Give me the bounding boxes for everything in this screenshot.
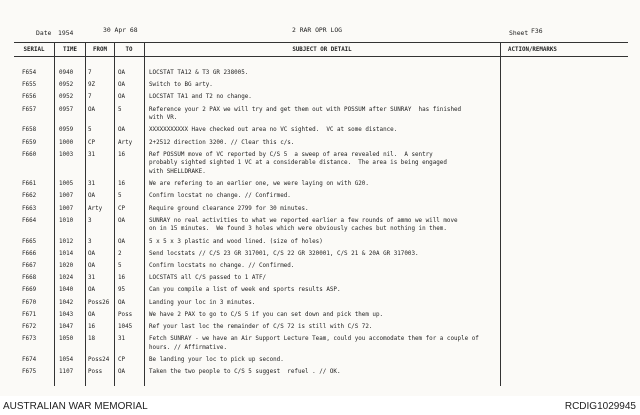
row-serial: F675 [22, 369, 37, 376]
row-subject-line: Taken the two people to C/S 5 suggest refuel . // OK. [149, 369, 341, 376]
row-serial: F667 [22, 263, 37, 269]
row-serial: F674 [22, 357, 37, 363]
row-subject-line: LOCSTATS all C/S passed to 1 ATF/ [149, 275, 267, 282]
row-subject-line: hours. // Affirmative. [149, 344, 228, 351]
row-from: Arty [88, 205, 103, 212]
row-from: OA [88, 193, 96, 200]
log-title: 2 RAR OPR LOG [292, 26, 343, 34]
row-subject-line: Can you compile a list of week end sports results ASP. [149, 287, 341, 294]
row-serial: F669 [22, 287, 37, 294]
row-subject-line: probably sighted sighted 1 VC at a considerable distance. The area is being engaged [149, 160, 447, 167]
row-serial: F670 [22, 299, 37, 306]
row-subject-line: Reference your 2 PAX we will try and get them out with POSSUM after SUNRAY has finished [149, 106, 462, 113]
row-time: 1042 [59, 299, 74, 306]
row-time: 1040 [59, 287, 74, 294]
row-from: 3 [88, 217, 92, 224]
row-time: 1007 [59, 193, 74, 200]
row-time: 1047 [59, 324, 74, 330]
row-from: 7 [88, 70, 92, 76]
row-to: Arty [118, 139, 133, 146]
row-time: 1024 [59, 275, 74, 282]
row-subject-line: on in 15 minutes. We found 3 holes which were obviously caches but nothing in them. [149, 226, 447, 233]
row-time: 1005 [59, 181, 74, 188]
sheet-value: F36 [531, 27, 543, 35]
row-subject-line: 2+2512 direction 3200. // Clear this c/s. [149, 139, 295, 146]
row-to: 5 [118, 193, 122, 200]
row-time: 1020 [59, 263, 74, 269]
row-time: 1000 [59, 139, 74, 146]
row-subject-line: Switch to BG arty. [149, 82, 213, 89]
row-from: Poss26 [88, 299, 110, 306]
row-from: Poss24 [88, 357, 110, 363]
row-subject-line: We have 2 PAX to go to C/S 5 if you can set down and pick them up. [149, 311, 384, 318]
row-serial: F662 [22, 193, 37, 200]
row-subject-line: Landing your loc in 3 minutes. [149, 299, 256, 306]
row-subject-line: Ref your last loc the remainder of C/S 72 is still with C/S 72. [149, 324, 373, 330]
row-to: 16 [118, 275, 126, 282]
row-from: 31 [88, 181, 96, 188]
row-serial: F673 [22, 336, 37, 343]
row-from: OA [88, 250, 96, 257]
row-subject-line: Confirm locstat no change. // Confirmed. [149, 193, 291, 200]
row-to: OA [118, 299, 126, 306]
row-to: 1045 [118, 324, 133, 330]
row-time: 1043 [59, 311, 74, 318]
sheet-label: Sheet [509, 29, 529, 37]
row-subject-line: Be landing your loc to pick up second. [149, 357, 284, 363]
col-header-from: FROM [93, 47, 107, 53]
row-serial: F656 [22, 94, 37, 101]
row-serial: F660 [22, 151, 37, 158]
row-subject-line: Ref POSSUM move of VC reported by C/S 5 a sweep of area revealed nil. A sentry [149, 151, 433, 158]
row-from: Poss [88, 369, 103, 376]
row-serial: F672 [22, 324, 37, 330]
row-time: 0952 [59, 82, 74, 89]
row-from: 9Z [88, 82, 96, 89]
row-from: OA [88, 287, 96, 294]
col-header-to: TO [125, 47, 133, 53]
row-time: 1010 [59, 217, 74, 224]
row-serial: F655 [22, 82, 37, 89]
row-to: Poss [118, 311, 133, 318]
row-subject-line: 5 x 5 x 3 plastic and wood lined. (size of holes) [149, 238, 323, 245]
archive-name: AUSTRALIAN WAR MEMORIAL [3, 401, 148, 412]
row-time: 0959 [59, 127, 74, 134]
row-to: OA [118, 369, 126, 376]
row-to: CP [118, 357, 126, 363]
row-time: 0952 [59, 94, 74, 101]
date-label: Date [36, 29, 52, 37]
row-serial: F661 [22, 181, 37, 188]
row-to: 16 [118, 181, 126, 188]
row-serial: F666 [22, 250, 37, 257]
row-subject-line: LOCSTAT TA1 and T2 no change. [149, 94, 252, 101]
row-from: 3 [88, 238, 92, 245]
row-subject-line: Confirm locstats no change. // Confirmed. [149, 263, 295, 269]
row-subject-line: Require ground clearance 2799 for 30 minutes. [149, 205, 309, 212]
row-serial: F665 [22, 238, 37, 245]
date-value: 30 Apr 68 [103, 26, 138, 34]
date-prefix: 1954 [58, 29, 74, 37]
row-serial: F654 [22, 70, 37, 76]
row-to: OA [118, 127, 126, 134]
row-time: 1014 [59, 250, 74, 257]
row-subject-line: LOCSTAT TA12 & T3 GR 238005. [149, 70, 249, 76]
row-time: 0940 [59, 70, 74, 76]
row-subject-line: with SHELLDRAKE. [149, 169, 206, 175]
row-serial: F664 [22, 217, 37, 224]
row-subject-line: Send locstats // C/S 23 GR 317001, C/S 22 GR 320001, C/S 21 & 20A GR 317003. [149, 250, 419, 257]
row-to: 16 [118, 151, 126, 158]
col-header-time: TIME [63, 47, 77, 53]
row-subject-line: SUNRAY no real activities to what we reported earlier a few rounds of ammo we will move [149, 217, 458, 224]
row-from: OA [88, 263, 96, 269]
row-to: 2 [118, 250, 122, 257]
col-header-subject: SUBJECT OR DETAIL [292, 47, 352, 53]
row-serial: F657 [22, 106, 37, 113]
row-subject-line: We are refering to an earlier one, we were laying on with G20. [149, 181, 369, 188]
row-from: 31 [88, 151, 96, 158]
row-time: 0957 [59, 106, 74, 113]
row-serial: F658 [22, 127, 37, 134]
row-serial: F663 [22, 205, 37, 212]
row-subject-line: Fetch SUNRAY - we have an Air Support Lecture Team, could you accomodate them for a couple of [149, 336, 479, 343]
archive-ref: RCDIG1029945 [564, 401, 636, 412]
row-time: 1007 [59, 205, 74, 212]
row-serial: F659 [22, 139, 37, 146]
row-to: CP [118, 205, 126, 212]
row-subject-line: XXXXXXXXXXX Have checked out area no VC sighted. VC at some distance. [149, 127, 398, 134]
row-from: OA [88, 311, 96, 318]
row-time: 1003 [59, 151, 74, 158]
row-serial: F671 [22, 311, 37, 318]
row-time: 1107 [59, 369, 74, 376]
row-to: OA [118, 217, 126, 224]
row-from: 7 [88, 94, 92, 101]
row-time: 1012 [59, 238, 74, 245]
row-from: CP [88, 139, 96, 146]
row-to: 95 [118, 287, 126, 294]
archive-footer [0, 396, 640, 415]
row-to: OA [118, 238, 126, 245]
row-time: 1050 [59, 336, 74, 343]
row-from: 18 [88, 336, 96, 343]
row-subject-line: with VR. [149, 115, 178, 122]
row-to: 5 [118, 106, 122, 113]
col-header-serial: SERIAL [23, 47, 45, 53]
row-to: 5 [118, 263, 122, 269]
row-from: 5 [88, 127, 92, 134]
row-time: 1054 [59, 357, 74, 363]
row-to: 31 [118, 336, 126, 343]
row-from: OA [88, 106, 96, 113]
row-to: OA [118, 82, 126, 89]
row-from: 31 [88, 275, 96, 282]
row-to: OA [118, 70, 126, 76]
col-header-action: ACTION/REMARKS [508, 47, 557, 53]
row-to: OA [118, 94, 126, 101]
row-serial: F668 [22, 275, 37, 282]
row-from: 16 [88, 324, 96, 330]
